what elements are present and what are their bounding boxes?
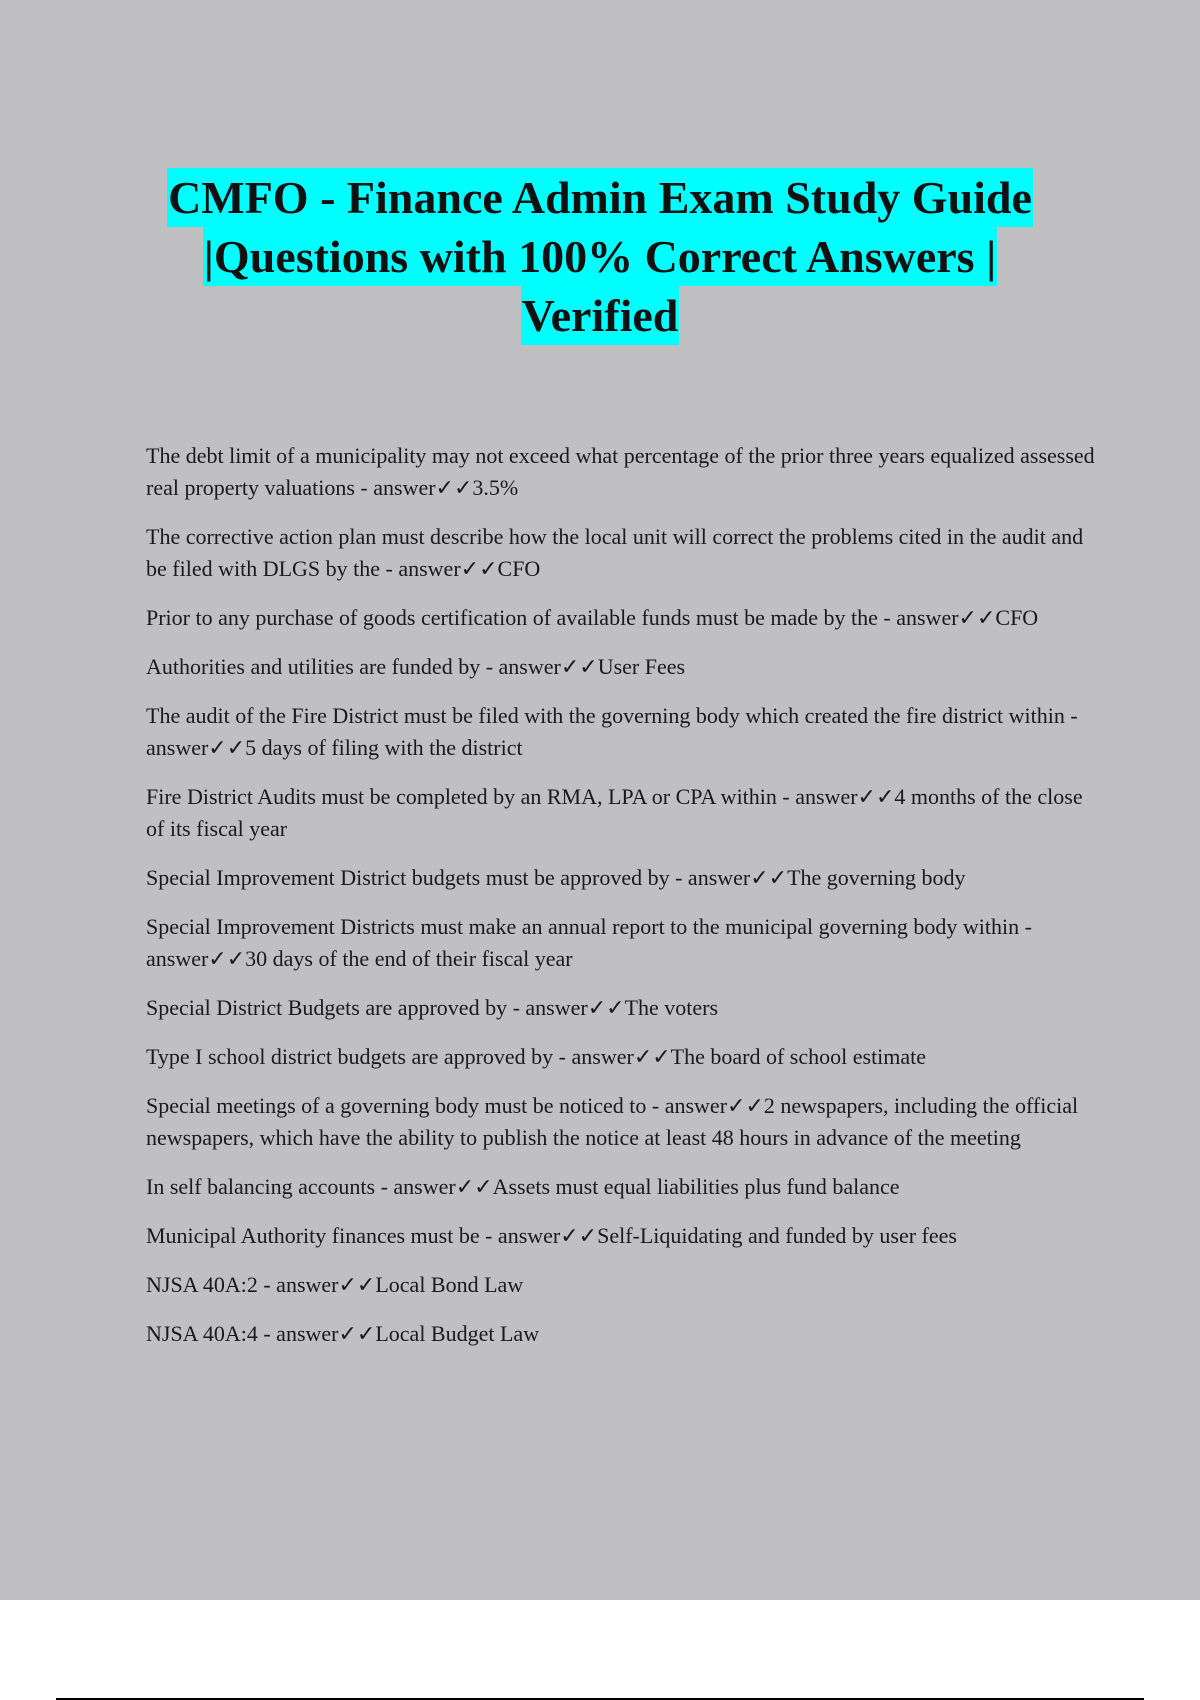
qa-item: Authorities and utilities are funded by - answer✓✓User Fees <box>146 654 686 679</box>
qa-item: NJSA 40A:2 - answer✓✓Local Bond Law <box>146 1272 524 1297</box>
qa-item: Special Improvement Districts must make an annual report to the municipal governing body within - answer✓✓30 days of the end of their fiscal year <box>146 914 1032 971</box>
document-title <box>0 168 1200 345</box>
qa-item: Fire District Audits must be completed by an RMA, LPA or CPA within - answer✓✓4 months of the close of its fiscal year <box>146 784 1083 841</box>
title-line: Verified <box>521 286 680 345</box>
qa-item: Special Improvement District budgets must be approved by - answer✓✓The governing body <box>146 865 966 890</box>
title-line: |Questions with 100% Correct Answers | <box>203 227 997 286</box>
qa-item: Prior to any purchase of goods certification of available funds must be made by the - answer✓✓CFO <box>146 605 1039 630</box>
qa-item: Type I school district budgets are approved by - answer✓✓The board of school estimate <box>146 1044 927 1069</box>
qa-item: The debt limit of a municipality may not exceed what percentage of the prior three years equalized assessed real property valuations - answer✓✓3.5% <box>146 443 1095 500</box>
qa-item: The corrective action plan must describe how the local unit will correct the problems cited in the audit and be filed with DLGS by the - answer✓✓CFO <box>146 524 1084 581</box>
qa-item: NJSA 40A:4 - answer✓✓Local Budget Law <box>146 1321 540 1346</box>
qa-item: In self balancing accounts - answer✓✓Assets must equal liabilities plus fund balance <box>146 1174 900 1199</box>
question-answer-list <box>146 440 1096 1367</box>
qa-item: Municipal Authority finances must be - answer✓✓Self-Liquidating and funded by user fees <box>146 1223 957 1248</box>
qa-item: The audit of the Fire District must be filed with the governing body which created the fire district within - answer✓✓5 days of filing with the district <box>146 703 1078 760</box>
qa-item: Special meetings of a governing body must be noticed to - answer✓✓2 newspapers, including the official newspapers, which have the ability to publish the notice at least 48 hours in advance of the meeting <box>146 1093 1079 1150</box>
title-line: CMFO - Finance Admin Exam Study Guide <box>167 168 1033 227</box>
qa-item: Special District Budgets are approved by - answer✓✓The voters <box>146 995 719 1020</box>
